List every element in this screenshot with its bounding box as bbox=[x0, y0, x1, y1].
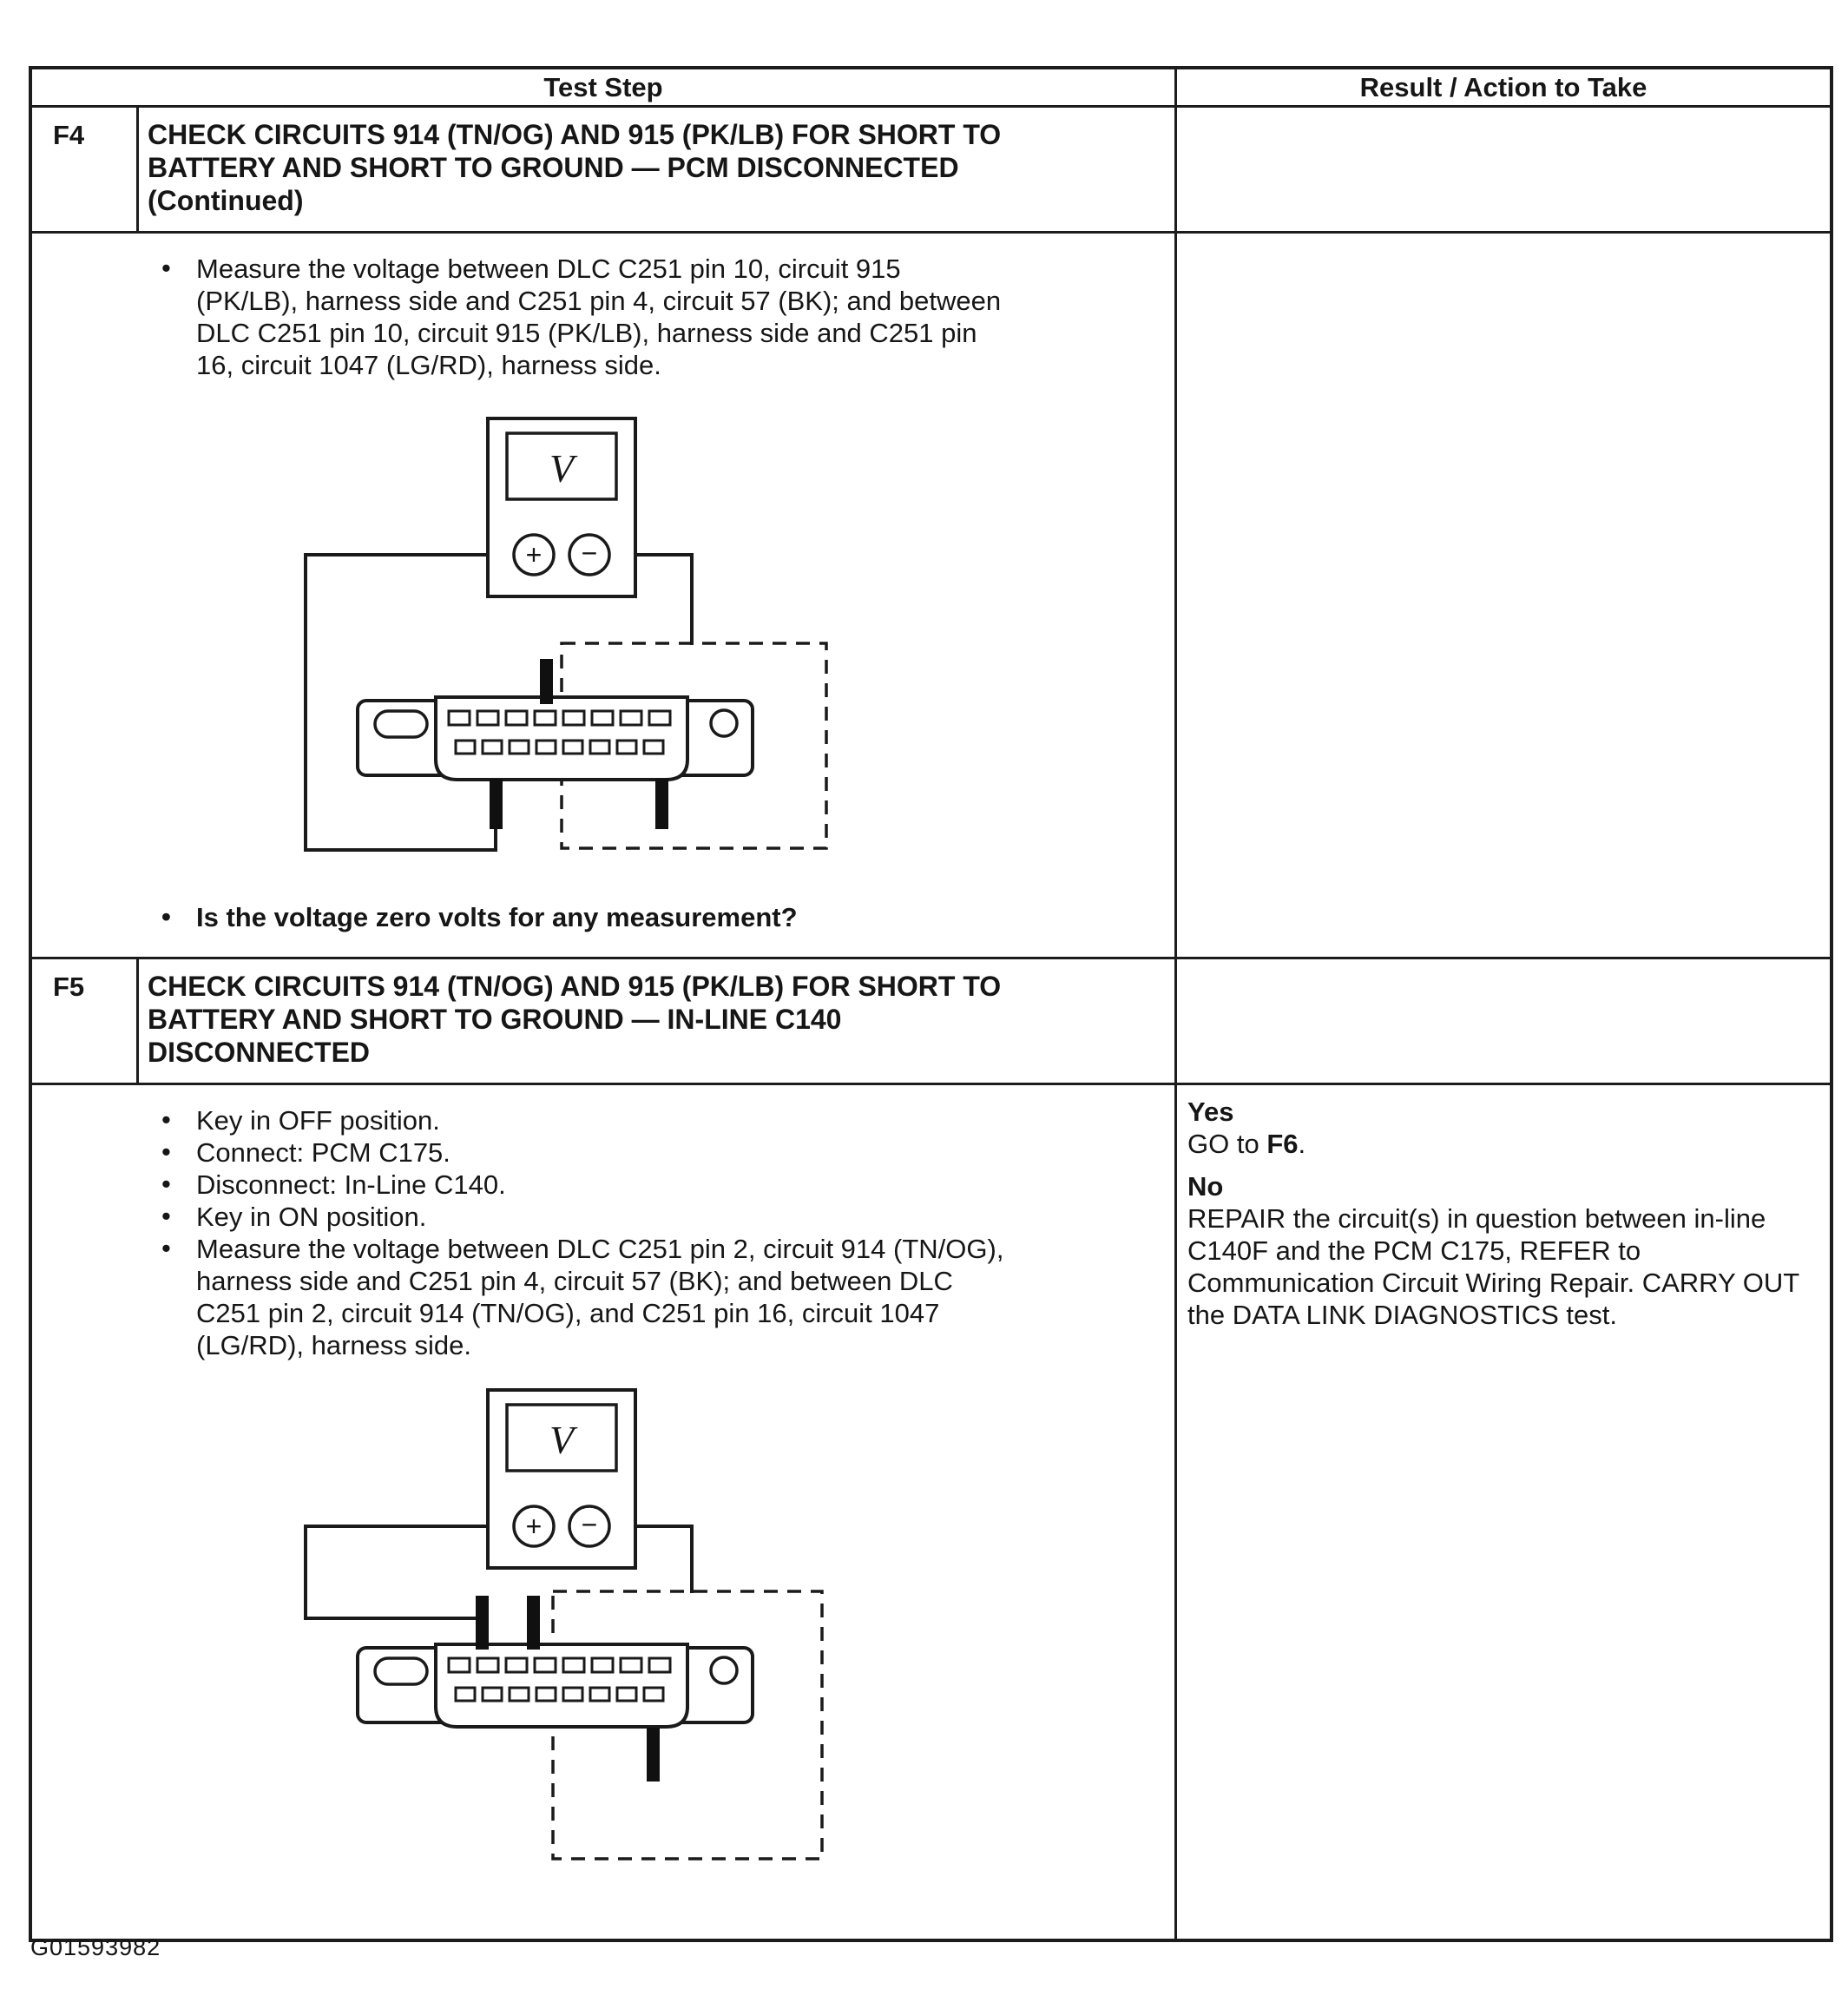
f4-step-id: F4 bbox=[32, 108, 139, 231]
yes-action-period: . bbox=[1298, 1129, 1306, 1159]
yes-action-text: GO to bbox=[1187, 1129, 1267, 1159]
probe-top-left bbox=[476, 1596, 489, 1650]
f5-step-id: F5 bbox=[32, 959, 139, 1083]
f5-body-row bbox=[32, 1085, 1830, 1939]
f5-voltmeter-dlc-diagram bbox=[293, 1377, 848, 1872]
f5-dlc-connector bbox=[358, 1644, 753, 1727]
connector-slot-hole bbox=[375, 1658, 427, 1684]
test-step-column-header: Test Step bbox=[32, 69, 1177, 105]
f5-result-title-spacer bbox=[1177, 959, 1830, 1083]
probe-top bbox=[540, 659, 553, 704]
probe-top-right bbox=[527, 1596, 540, 1650]
f5-voltmeter bbox=[488, 1390, 635, 1568]
probe-bottom bbox=[647, 1728, 660, 1782]
f5-instruction-item: • Key in ON position. bbox=[153, 1201, 1008, 1233]
test-step-f4 bbox=[32, 108, 1830, 957]
f4-step-title-text: CHECK CIRCUITS 914 (TN/OG) AND 915 (PK/LB) FOR SHORT TO BATTERY AND SHORT TO GROUND — PCM DISCONNECTED (Continued) bbox=[148, 119, 1002, 216]
yes-action-target-step: F6 bbox=[1266, 1129, 1299, 1159]
f4-question: • Is the voltage zero volts for any measurement? bbox=[153, 901, 1008, 933]
f5-step-title-text: CHECK CIRCUITS 914 (TN/OG) AND 915 (PK/LB) FOR SHORT TO BATTERY AND SHORT TO GROUND — IN-LINE C140 DISCONNECTED bbox=[148, 971, 1002, 1068]
f5-title-row bbox=[32, 959, 1830, 1085]
f4-voltmeter bbox=[488, 418, 635, 596]
f4-dlc-connector bbox=[358, 697, 753, 780]
f4-body-row bbox=[32, 234, 1830, 957]
f4-test-step-body bbox=[32, 234, 1177, 957]
voltmeter-display-label: V bbox=[549, 1418, 575, 1462]
result-column-header: Result / Action to Take bbox=[1359, 71, 1647, 102]
f4-title-row bbox=[32, 108, 1830, 234]
f5-step-title bbox=[139, 959, 1177, 1083]
f4-question-list bbox=[32, 901, 1174, 933]
probe-bottom-left bbox=[490, 779, 503, 829]
f5-instruction-item: • Key in OFF position. bbox=[153, 1104, 1008, 1136]
minus-terminal-label: − bbox=[581, 1509, 598, 1540]
table-header-row bbox=[32, 69, 1830, 108]
f4-result-title-spacer bbox=[1177, 108, 1830, 231]
connector-round-hole bbox=[711, 1657, 737, 1683]
f5-result-cell bbox=[1177, 1085, 1830, 1939]
f5-result-yes-action bbox=[1187, 1128, 1816, 1160]
connector-slot-hole bbox=[375, 711, 427, 737]
f5-test-step-body bbox=[32, 1085, 1177, 1939]
f5-result-no-action: REPAIR the circuit(s) in question between in-line C140F and the PCM C175, REFER to Communication Circuit Wiring Repair. CARRY OUT the DATA LINK DIAGNOSTICS test. bbox=[1187, 1203, 1799, 1330]
f4-voltmeter-dlc-diagram bbox=[293, 405, 848, 879]
probe-bottom-right bbox=[655, 779, 668, 829]
f5-result-yes-label: Yes bbox=[1187, 1097, 1234, 1127]
pinpoint-test-table bbox=[29, 66, 1833, 1942]
test-step-f5 bbox=[32, 957, 1830, 1939]
minus-terminal-label: − bbox=[581, 537, 598, 569]
f5-instruction-item: • Connect: PCM C175. bbox=[153, 1136, 1008, 1169]
f5-result-no-label: No bbox=[1187, 1171, 1224, 1202]
f4-instruction-list bbox=[32, 253, 1174, 381]
f4-step-title bbox=[139, 108, 1177, 231]
plus-terminal-label: + bbox=[525, 1511, 543, 1542]
f4-result-cell bbox=[1177, 234, 1830, 957]
connector-round-hole bbox=[711, 710, 737, 736]
f5-instruction-item: • Disconnect: In-Line C140. bbox=[153, 1169, 1008, 1201]
figure-code: G01593982 bbox=[30, 1934, 161, 1960]
plus-terminal-label: + bbox=[525, 539, 543, 570]
f4-instruction-item: • Measure the voltage between DLC C251 pin 10, circuit 915 (PK/LB), harness side and C251 pin 4, circuit 57 (BK); and between DLC C251 pin 10, circuit 915 (PK/LB), harness side and C251 pin 16, circuit 1047 (LG/RD), harness side. bbox=[153, 253, 1008, 381]
voltmeter-display-label: V bbox=[549, 446, 575, 491]
f5-instruction-item: • Measure the voltage between DLC C251 pin 2, circuit 914 (TN/OG), harness side and C251 pin 4, circuit 57 (BK); and between DLC C251 pin 2, circuit 914 (TN/OG), and C251 pin 16, circuit 1047 (LG/RD), harness side. bbox=[153, 1233, 1008, 1361]
f5-instruction-list bbox=[32, 1104, 1174, 1361]
